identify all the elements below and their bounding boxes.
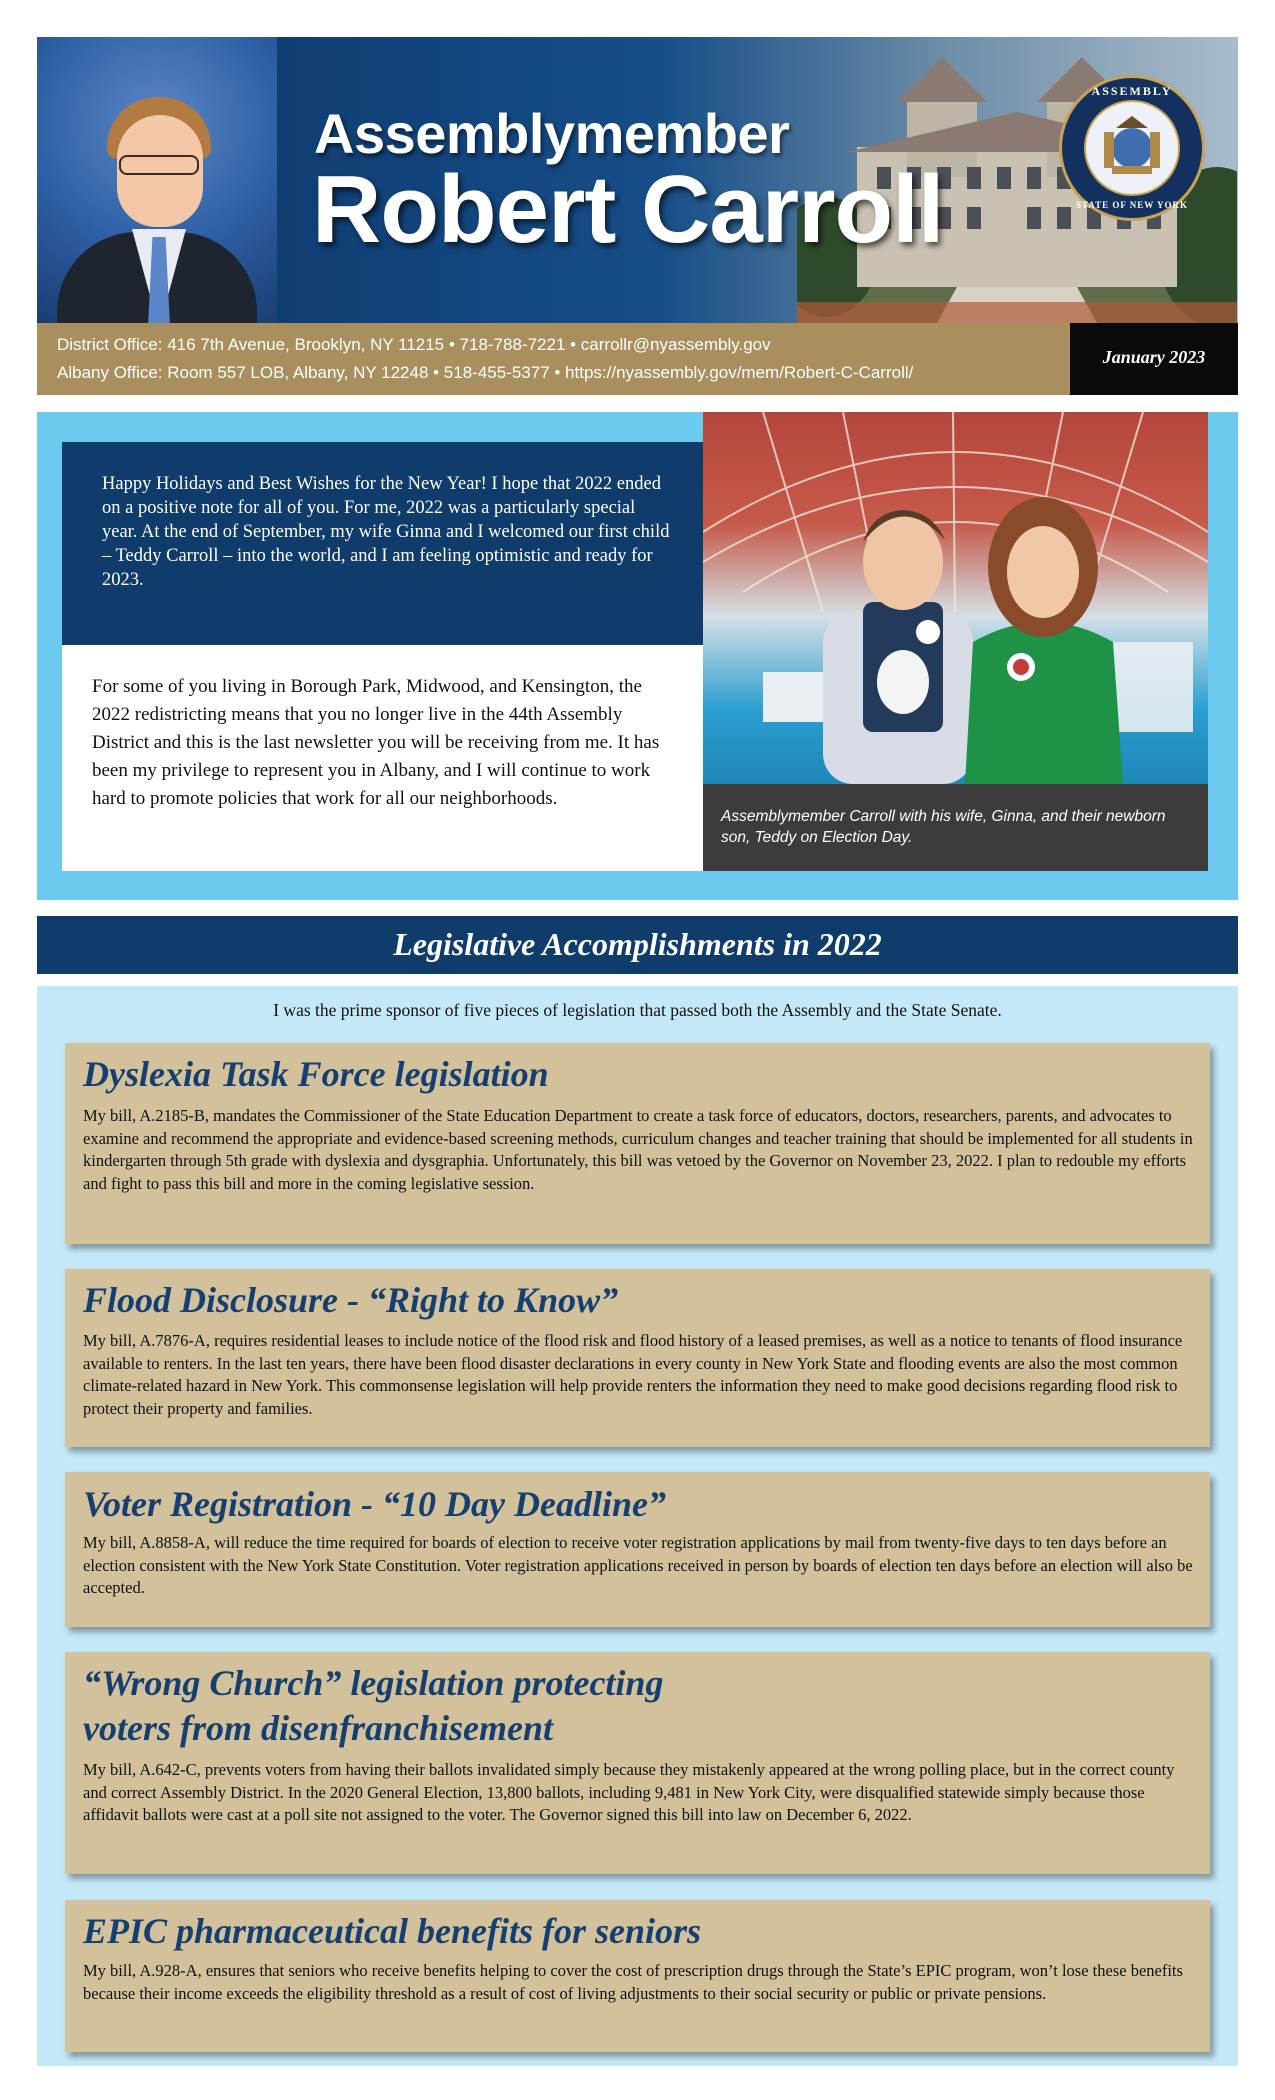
bill-description: My bill, A.2185-B, mandates the Commissioner of the State Education Department to create a task force of educators, doctors, researchers, parents, and advocates to examine and recommend the appropriate and evidence-based screening methods, curriculum changes and teacher training that should be implemented for all students in kindergarten through 5th grade with dyslexia and dysgraphia. Unfortunately, this bill was vetoed by the Governor on November 23, 2022. I plan to redouble my efforts and fight to pass this bill and more in the coming legislative session. [83, 1106, 1193, 1193]
bill-card-flood [65, 1269, 1210, 1447]
legislative-section [37, 986, 1238, 2066]
portrait-photo [37, 37, 277, 323]
greeting-text: Happy Holidays and Best Wishes for the New Year! I hope that 2022 ended on a positive note for all of you. For me, 2022 was a particularly special year. At the end of September, my wife Ginna and I welcomed our first child – Teddy Carroll – into the world, and I am feeling optimistic and ready for 2023. [102, 474, 670, 590]
title-name: Robert Carroll [312, 156, 944, 263]
family-photo [703, 412, 1208, 784]
bill-title-line2: voters from disenfranchisement [83, 1708, 554, 1748]
issue-date-box [1070, 323, 1238, 395]
intro-section [37, 412, 1238, 900]
seal-top-text: ASSEMBLY [1091, 84, 1173, 98]
bill-card-epic [65, 1900, 1210, 2052]
bill-title: Dyslexia Task Force legislation [83, 1054, 549, 1094]
bill-description: My bill, A.7876-A, requires residential leases to include notice of the flood risk and flood history of a leased premises, as well as a notice to tenants of flood insurance available to renters. In the last ten years, there have been flood disaster declarations in every county in New York State and flooding events are also the most common climate-related hazard in New York. This commonsense legislation will help provide renters the information they need to make good decisions regarding flood risk to protect their property and families. [83, 1331, 1183, 1418]
bill-title-line1: “Wrong Church” legislation protecting [83, 1663, 664, 1703]
legislative-intro: I was the prime sponsor of five pieces of legislation that passed both the Assembly and the State Senate. [273, 1000, 1002, 1020]
bill-title: EPIC pharmaceutical benefits for seniors [83, 1911, 702, 1951]
assembly-seal [1059, 75, 1205, 221]
greeting-box [62, 442, 704, 645]
seal-emblem [1084, 100, 1180, 196]
contact-bar [37, 323, 1070, 395]
bill-card-voter-registration [65, 1472, 1210, 1627]
bill-card-wrong-church [65, 1652, 1210, 1874]
bill-card-dyslexia [65, 1043, 1210, 1244]
legislative-heading-bar [37, 916, 1238, 974]
issue-date: January 2023 [1102, 347, 1206, 367]
bill-title: Voter Registration - “10 Day Deadline” [83, 1484, 666, 1524]
redistricting-box [62, 645, 704, 871]
bill-description: My bill, A.8858-A, will reduce the time required for boards of election to receive voter registration applications by mail from twenty-five days to ten days before an election consistent with the New York State Constitution. Voter registration applications received in person by boards of election ten days before an election will also be accepted. [83, 1533, 1193, 1597]
photo-caption: Assemblymember Carroll with his wife, Ginna, and their newborn son, Teddy on Election Day. [721, 808, 1166, 846]
title-role: Assemblymember [314, 102, 790, 165]
albany-office-line: Albany Office: Room 557 LOB, Albany, NY 12248 • 518-455-5377 • https://nyassembly.gov/mem/Robert-C-Carroll/ [57, 363, 914, 382]
bill-description: My bill, A.928-A, ensures that seniors who receive benefits helping to cover the cost of prescription drugs through the State’s EPIC program, won’t lose these benefits because their income exceeds the eligibility threshold as a result of cost of living adjustments to their social security or public or private pensions. [83, 1961, 1183, 2003]
bill-description: My bill, A.642-C, prevents voters from having their ballots invalidated simply because they mistakenly appeared at the wrong polling place, but in the correct county and correct Assembly District. In the 2020 General Election, 13,800 ballots, including 9,481 in New York City, were disqualified statewide simply because those affidavit ballots were cast at a poll site not assigned to the voter. The Governor signed this bill into law on December 6, 2022. [83, 1760, 1175, 1824]
redistricting-text: For some of you living in Borough Park, Midwood, and Kensington, the 2022 redistricting means that you no longer live in the 44th Assembly District and this is the last newsletter you will be receiving from me. It has been my privilege to represent you in Albany, and I will continue to work hard to promote policies that work for all our neighborhoods. [92, 676, 660, 809]
legislative-heading: Legislative Accomplishments in 2022 [393, 926, 882, 962]
newsletter-header [37, 37, 1238, 323]
bill-title: Flood Disclosure - “Right to Know” [83, 1280, 619, 1320]
seal-bottom-text: STATE OF NEW YORK [1075, 200, 1189, 210]
family-photo-box [703, 412, 1208, 871]
district-office-line: District Office: 416 7th Avenue, Brooklyn, NY 11215 • 718-788-7221 • carrollr@nyassembly.gov [57, 335, 771, 354]
